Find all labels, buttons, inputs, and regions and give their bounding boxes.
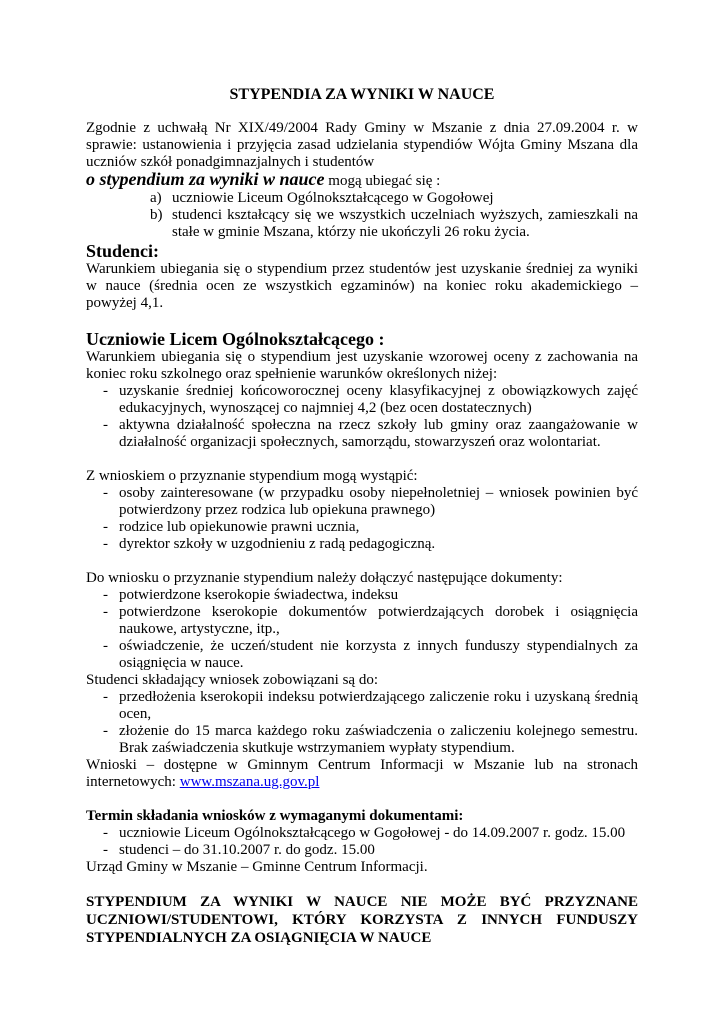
documents-list: [86, 587, 638, 672]
list-item: - studenci – do 31.10.2007 r. do godz. 15.00: [86, 842, 638, 859]
final-note: STYPENDIUM ZA WYNIKI W NAUCE NIE MOŻE BYĆ PRZYZNANE UCZNIOWI/STUDENTOWI, KTÓRY KORZYSTA Z INNYCH FUNDUSZY STYPENDIALNYCH ZA OSIĄGNIĘCIA W NAUCE: [86, 894, 638, 946]
eligible-item: [86, 190, 638, 207]
website-link[interactable]: www.mszana.ug.gov.pl: [179, 774, 320, 790]
lead-bold-text: o stypendium za wyniki w nauce: [86, 169, 325, 189]
list-item: - złożenie do 15 marca każdego roku zaświadczenia o zaliczeniu kolejnego semestru. Brak zaświadczenia skutkuje wstrzymaniem wypłaty stypendium.: [86, 723, 638, 757]
students-heading: Studenci:: [86, 241, 160, 261]
list-item: - oświadczenie, że uczeń/student nie korzysta z innych funduszy stypendialnych za osiągnięcia w nauce.: [86, 638, 638, 672]
list-item: - potwierdzone kserokopie świadectwa, indeksu: [86, 587, 638, 604]
lead-line: [86, 171, 638, 190]
eligible-list: [86, 190, 638, 241]
pupils-paragraph: Warunkiem ubiegania się o stypendium jest uzyskanie wzorowej oceny z zachowania na koniec roku szkolnego oraz spełnienie warunków określonych niżej:: [86, 349, 638, 382]
list-item: - rodzice lub opiekunowie prawni ucznia,: [86, 519, 638, 536]
list-marker: b): [150, 207, 163, 223]
forms-paragraph: [86, 757, 638, 791]
list-item: - potwierdzone kserokopie dokumentów potwierdzających dorobek i osiągnięcia naukowe, artystyczne, itp.,: [86, 604, 638, 638]
list-item: - uczniowie Liceum Ogólnokształcącego w Gogołowej - do 14.09.2007 r. godz. 15.00: [86, 825, 638, 842]
eligible-item-text: studenci kształcący się we wszystkich uczelniach wyższych, zamieszkali na stałe w gminie Mszana, którzy nie ukończyli 26 roku życia.: [172, 207, 638, 240]
deadline-list: [86, 825, 638, 859]
intro-paragraph: Zgodnie z uchwałą Nr XIX/49/2004 Rady Gminy w Mszanie z dnia 27.09.2004 r. w sprawie: ustanowienia i przyjęcia zasad udzielania stypendiów Wójta Gminy Mszana dla uczniów szkół ponadgimnazjalnych i studentów: [86, 120, 638, 170]
forms-text: Wnioski – dostępne w Gminnym Centrum Informacji w Mszanie lub na stronach internetowych:: [86, 757, 638, 790]
pupils-heading: Uczniowie Licem Ogólnokształcącego :: [86, 329, 385, 349]
document-page: [86, 86, 638, 947]
students-paragraph: Warunkiem ubiegania się o stypendium przez studentów jest uzyskanie średniej za wyniki w nauce (średnia ocen ze wszystkich egzaminów) na koniec roku akademickiego – powyżej 4,1.: [86, 261, 638, 311]
list-item: - dyrektor szkoły w uzgodnieniu z radą pedagogiczną.: [86, 536, 638, 553]
eligible-item: [86, 207, 638, 241]
pupils-conditions-list: [86, 383, 638, 451]
deadline-heading: Termin składania wniosków z wymaganymi dokumentami:: [86, 808, 464, 824]
list-item: - aktywna działalność społeczna na rzecz szkoły lub gminy oraz zaangażowanie w działalność organizacji społecznych, samorządu, stowarzyszeń oraz wolontariat.: [86, 417, 638, 451]
office-line: Urząd Gminy w Mszanie – Gminne Centrum Informacji.: [86, 859, 428, 875]
list-item: - uzyskanie średniej końcoworocznej oceny klasyfikacyjnej z obowiązkowych zajęć edukacyjnych, wynoszącej co najmniej 4,2 (bez ocen dostatecznych): [86, 383, 638, 417]
eligible-item-text: uczniowie Liceum Ogólnokształcącego w Gogołowej: [172, 190, 494, 206]
list-marker: a): [150, 190, 162, 206]
list-item: - przedłożenia kserokopii indeksu potwierdzającego zaliczenie roku i uzyskaną średnią ocen,: [86, 689, 638, 723]
document-title: STYPENDIA ZA WYNIKI W NAUCE: [229, 86, 495, 103]
list-item: - osoby zainteresowane (w przypadku osoby niepełnoletniej – wniosek powinien być potwierdzony przez rodzica lub opiekuna prawnego): [86, 485, 638, 519]
applicants-list: [86, 485, 638, 553]
students-duties-list: [86, 689, 638, 757]
lead-rest-text: mogą ubiegać się :: [324, 173, 441, 189]
applicants-intro: Z wnioskiem o przyznanie stypendium mogą wystąpić:: [86, 468, 418, 484]
documents-intro: Do wniosku o przyznanie stypendium należy dołączyć następujące dokumenty:: [86, 570, 563, 586]
students-duties-intro: Studenci składający wniosek zobowiązani są do:: [86, 672, 379, 688]
